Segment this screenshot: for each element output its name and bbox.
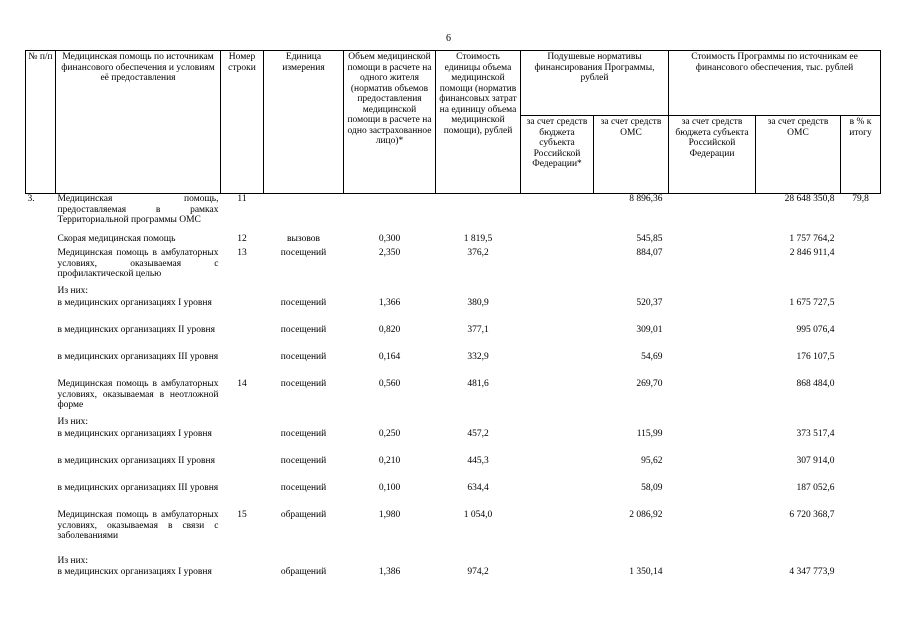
cell-pct [841, 417, 881, 429]
cell-name: Медицинская помощь в амбулаторных условиях, оказываемая с профилактической целью [57, 248, 219, 279]
cell-name: в медицинских организациях III уровня [57, 483, 219, 493]
header-pc-oms: за счет средств ОМС [594, 116, 669, 194]
cell-line: 15 [237, 510, 247, 520]
cell-cost: 974,2 [467, 566, 489, 577]
cell-volume: 1,980 [378, 510, 401, 520]
cell-unit: посещений [280, 483, 327, 493]
cell-pct [841, 325, 881, 352]
cell-prog-oms: 187 052,6 [796, 483, 835, 493]
cell-prog-budget [669, 352, 756, 379]
cell-prog-oms: 4 347 773,9 [789, 566, 835, 577]
table-row [26, 379, 881, 417]
cell-pc-oms: 884,07 [636, 248, 663, 258]
cell-unit: посещений [280, 325, 327, 335]
cell-volume: 0,164 [378, 352, 401, 362]
cell-prog-oms: 307 914,0 [796, 456, 835, 466]
cell-cost [436, 286, 521, 298]
cell-num [26, 234, 56, 248]
cell-line [221, 417, 264, 429]
cell-volume: 0,210 [378, 456, 401, 466]
cell-cost: 481,6 [467, 379, 489, 389]
cell-unit: посещений [280, 248, 327, 258]
cell-name: Медицинская помощь, предоставляемая в рамках Территориальной программы ОМС [57, 194, 219, 225]
cell-pct [841, 567, 881, 594]
cell-prog-budget [669, 429, 756, 456]
cell-prog-budget [669, 456, 756, 483]
table-body [26, 194, 881, 594]
cell-name: Из них: [57, 556, 89, 566]
cell-prog-oms: 995 076,4 [796, 325, 835, 335]
cell-pc-oms: 8 896,36 [629, 194, 663, 204]
cell-unit: посещений [280, 379, 327, 389]
cell-prog-budget [669, 379, 756, 417]
cell-unit: обращений [280, 510, 327, 520]
cell-pc-budget [521, 429, 594, 456]
cell-line [221, 298, 264, 325]
cell-pc-budget [521, 510, 594, 548]
cell-pc-budget [521, 352, 594, 379]
cell-prog-budget [669, 298, 756, 325]
cell-volume: 0,560 [378, 379, 401, 389]
cell-pc-oms [594, 548, 669, 567]
cell-pc-budget [521, 417, 594, 429]
cell-pct [841, 456, 881, 483]
cell-pct [841, 352, 881, 379]
cell-pc-budget [521, 234, 594, 248]
cell-volume [344, 286, 436, 298]
table-row [26, 483, 881, 510]
cell-pc-oms: 309,01 [636, 325, 663, 335]
table-row [26, 286, 881, 298]
cell-pct [841, 379, 881, 417]
program-cost-table [25, 50, 881, 594]
cell-prog-oms: 2 846 911,4 [789, 248, 835, 258]
cell-unit [264, 417, 344, 429]
cell-pc-oms: 115,99 [636, 429, 663, 439]
cell-cost [436, 194, 521, 234]
cell-cost: 1 819,5 [463, 234, 493, 244]
table-row [26, 352, 881, 379]
cell-name: в медицинских организациях II уровня [57, 325, 215, 335]
cell-name: Скорая медицинская помощь [57, 234, 176, 244]
cell-name: Из них: [57, 286, 89, 296]
cell-pct: 79,8 [852, 194, 869, 204]
table-row [26, 510, 881, 548]
cell-num [26, 567, 56, 594]
cell-prog-oms [756, 548, 841, 567]
cell-pc-budget [521, 286, 594, 298]
cell-unit: посещений [280, 298, 327, 308]
cell-name: в медицинских организациях I уровня [57, 298, 212, 308]
cell-line [221, 456, 264, 483]
cell-prog-oms: 1 675 727,5 [789, 298, 835, 308]
cell-unit: посещений [280, 352, 327, 362]
cell-volume [344, 194, 436, 234]
cell-volume: 1,366 [378, 298, 401, 308]
cell-line [221, 567, 264, 594]
cell-num [26, 417, 56, 429]
cell-pc-oms: 54,69 [641, 352, 663, 362]
cell-pct [841, 298, 881, 325]
header-prog-budget: за счет средств бюджета субъекта Российской Федерации [669, 116, 756, 194]
header-cost: Стоимость единицы объема медицинской помощи (норматив финансовых затрат на единицу объема медицинской помощи), рублей [436, 51, 521, 194]
cell-pc-oms: 1 350,14 [629, 566, 663, 577]
cell-unit [264, 194, 344, 234]
cell-line [221, 548, 264, 567]
cell-volume: 2,350 [378, 248, 401, 258]
cell-volume: 0,100 [378, 483, 401, 493]
cell-pc-budget [521, 325, 594, 352]
cell-pct [841, 483, 881, 510]
cell-num [26, 379, 56, 417]
header-prog-pct: в % к итогу [841, 116, 881, 194]
cell-volume: 0,300 [378, 234, 401, 244]
table-row [26, 548, 881, 567]
table-row [26, 456, 881, 483]
cell-prog-budget [669, 248, 756, 286]
cell-volume [344, 417, 436, 429]
cell-cost [436, 548, 521, 567]
cell-prog-budget [669, 483, 756, 510]
cell-prog-budget [669, 234, 756, 248]
cell-pc-budget [521, 248, 594, 286]
cell-pc-oms: 2 086,92 [629, 510, 663, 520]
table-row [26, 248, 881, 286]
table-row [26, 194, 881, 234]
cell-line [221, 429, 264, 456]
header-num: № п/п [26, 51, 56, 194]
cell-num [26, 429, 56, 456]
cell-line: 11 [237, 194, 247, 204]
cell-line [221, 352, 264, 379]
cell-name: в медицинских организациях II уровня [57, 456, 215, 466]
cell-pc-oms: 520,37 [636, 298, 663, 308]
cell-num [26, 248, 56, 286]
cell-cost: 634,4 [467, 483, 489, 493]
header-pc-budget: за счет средств бюджета субъекта Российской Федерации* [521, 116, 594, 194]
cell-num [26, 298, 56, 325]
cell-name: Медицинская помощь в амбулаторных условиях, оказываемая в неотложной форме [57, 379, 219, 410]
cell-cost: 1 054,0 [463, 510, 493, 520]
cell-volume: 1,386 [378, 566, 401, 577]
cell-cost: 380,9 [467, 298, 489, 308]
table-row [26, 234, 881, 248]
cell-pc-oms: 269,70 [636, 379, 663, 389]
cell-prog-budget [669, 510, 756, 548]
cell-num [26, 325, 56, 352]
cell-pc-oms [594, 286, 669, 298]
cell-prog-budget [669, 567, 756, 594]
header-unit: Единица измерения [264, 51, 344, 194]
table-row [26, 298, 881, 325]
cell-line [221, 483, 264, 510]
cell-cost [436, 417, 521, 429]
cell-prog-budget [669, 325, 756, 352]
cell-prog-budget [669, 286, 756, 298]
cell-prog-oms: 373 517,4 [796, 429, 835, 439]
cell-volume: 0,820 [378, 325, 401, 335]
cell-prog-oms [756, 417, 841, 429]
cell-name: Медицинская помощь в амбулаторных условиях, оказываемая в связи с заболеваниями [57, 510, 219, 541]
cell-num [26, 548, 56, 567]
cell-pct [841, 548, 881, 567]
cell-name: в медицинских организациях III уровня [57, 352, 219, 362]
table-header [26, 51, 881, 194]
cell-pc-budget [521, 567, 594, 594]
header-name: Медицинская помощь по источникам финансового обеспечения и условиям её предоставления [56, 51, 221, 194]
header-program-cost: Стоимость Программы по источникам ее финансового обеспечения, тыс. рублей [669, 51, 881, 116]
cell-name: в медицинских организациях I уровня [57, 429, 212, 439]
cell-num [26, 286, 56, 298]
cell-line: 14 [237, 379, 247, 389]
cell-pct [841, 286, 881, 298]
cell-num [26, 510, 56, 548]
cell-pc-budget [521, 298, 594, 325]
cell-prog-oms: 176 107,5 [796, 352, 835, 362]
table-row [26, 429, 881, 456]
cell-cost: 377,1 [467, 325, 489, 335]
cell-prog-oms: 28 648 350,8 [784, 194, 835, 204]
cell-prog-oms: 868 484,0 [796, 379, 835, 389]
cell-name: в медицинских организациях I уровня [57, 566, 212, 577]
cell-cost: 376,2 [467, 248, 489, 258]
cell-pct [841, 234, 881, 248]
cell-unit [264, 548, 344, 567]
cell-pct [841, 248, 881, 286]
header-prog-oms: за счет средств ОМС [756, 116, 841, 194]
cell-num [26, 483, 56, 510]
cell-pc-budget [521, 379, 594, 417]
cell-name: Из них: [57, 417, 89, 427]
cell-volume: 0,250 [378, 429, 401, 439]
cell-prog-budget [669, 548, 756, 567]
cell-cost: 457,2 [467, 429, 489, 439]
cell-pct [841, 510, 881, 548]
table-row [26, 325, 881, 352]
cell-unit: обращений [280, 566, 327, 577]
cell-pct [841, 429, 881, 456]
header-volume: Объем медицинской помощи в расчете на одного жителя (норматив объемов предоставления медицинской помощи в расчете на одно застрахованное лицо)* [344, 51, 436, 194]
cell-prog-budget [669, 194, 756, 234]
cell-num [26, 456, 56, 483]
page-number: 6 [446, 33, 451, 44]
cell-line: 13 [237, 248, 247, 258]
cell-line [221, 286, 264, 298]
cell-volume [344, 548, 436, 567]
cell-pc-budget [521, 483, 594, 510]
cell-pc-budget [521, 194, 594, 234]
cell-line [221, 325, 264, 352]
cell-pc-oms: 95,62 [641, 456, 663, 466]
cell-unit [264, 286, 344, 298]
header-per-capita: Подушевые нормативы финансирования Программы, рублей [521, 51, 669, 116]
cell-cost: 332,9 [467, 352, 489, 362]
cell-cost: 445,3 [467, 456, 489, 466]
table-row [26, 567, 881, 594]
cell-prog-oms: 1 757 764,2 [789, 234, 835, 244]
cell-pc-budget [521, 548, 594, 567]
cell-pc-oms: 58,09 [641, 483, 663, 493]
cell-prog-oms [756, 286, 841, 298]
table-row [26, 417, 881, 429]
cell-unit: посещений [280, 429, 327, 439]
header-line: Номер строки [221, 51, 264, 194]
cell-pc-oms [594, 417, 669, 429]
cell-prog-budget [669, 417, 756, 429]
cell-num: 3. [27, 194, 35, 204]
cell-prog-oms: 6 720 368,7 [789, 510, 835, 520]
cell-pc-budget [521, 456, 594, 483]
cell-unit: посещений [280, 456, 327, 466]
cell-pc-oms: 545,85 [636, 234, 663, 244]
cell-line: 12 [237, 234, 247, 244]
cell-num [26, 352, 56, 379]
cell-unit: вызовов [287, 234, 320, 244]
